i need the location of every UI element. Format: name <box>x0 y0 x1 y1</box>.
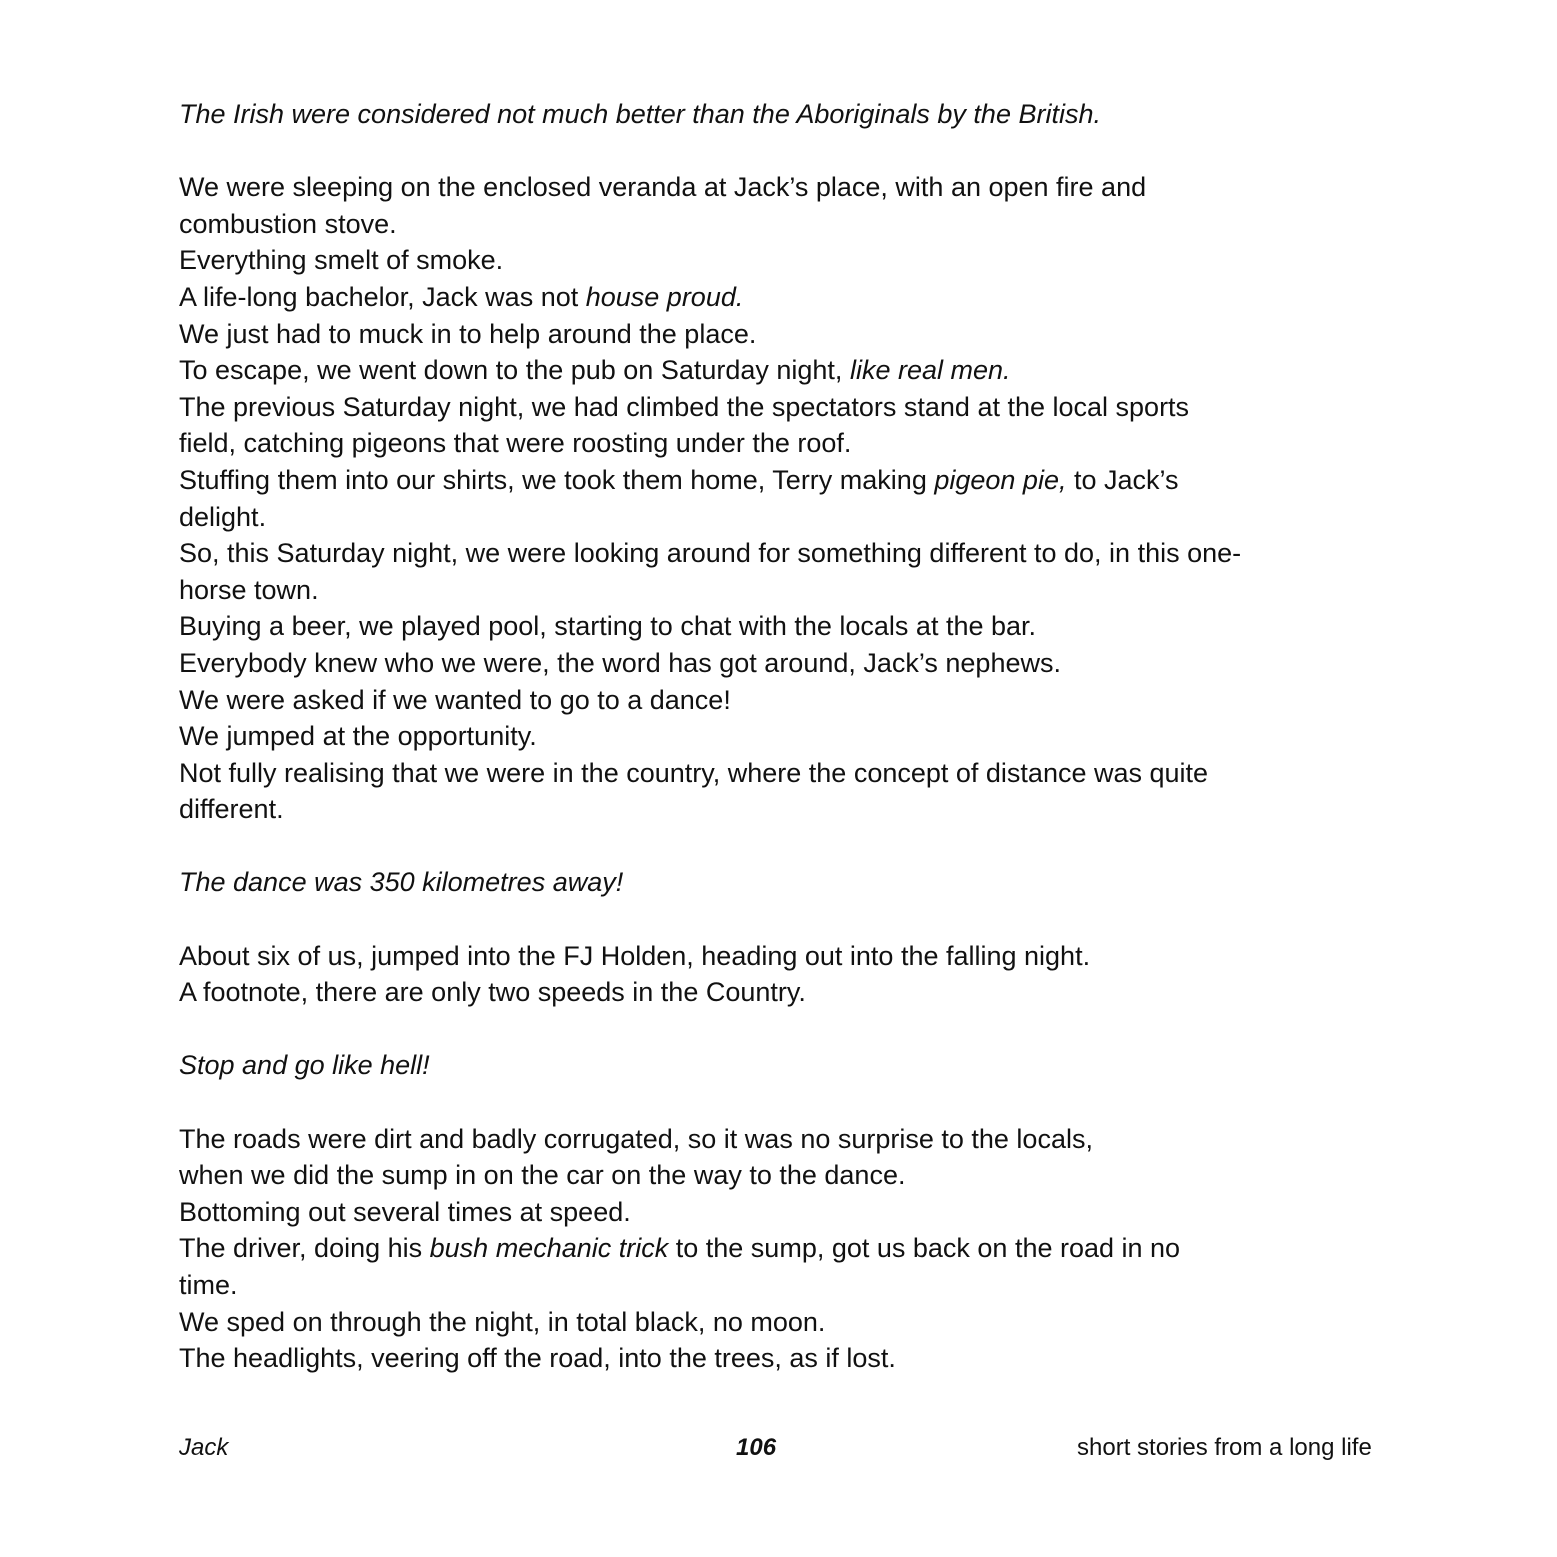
paragraph-line <box>179 352 1409 389</box>
paragraph-line: We just had to muck in to help around the place. <box>179 318 757 349</box>
italic-run: bush mechanic trick <box>429 1233 669 1264</box>
paragraph-line: time. <box>179 1270 238 1300</box>
footer-book-title: short stories from a long life <box>1077 1434 1372 1461</box>
paragraph-line: About six of us, jumped into the FJ Holden, heading out into the falling night. <box>179 940 1091 971</box>
paragraph-line: Not fully realising that we were in the country, where the concept of distance was quite <box>179 757 1209 788</box>
paragraph-line: combustion stove. <box>179 208 397 239</box>
page-number: 106 <box>736 1434 777 1461</box>
paragraph-line: Buying a beer, we played pool, starting to chat with the locals at the bar. <box>179 611 1037 642</box>
paragraph-line: Stop and go like hell! <box>179 1050 430 1081</box>
paragraph-gap <box>179 1011 1409 1048</box>
paragraph-line: delight. <box>179 501 267 532</box>
paragraph-gap <box>179 901 1409 938</box>
text-run: A life-long bachelor, Jack was not <box>179 281 586 312</box>
paragraph-gap <box>179 1084 1409 1121</box>
paragraph-line: We were sleeping on the enclosed veranda at Jack’s place, with an open fire and <box>179 172 1147 203</box>
paragraph-gap <box>179 133 1409 170</box>
text-run: to Jack’s <box>1066 464 1179 495</box>
paragraph-line: The dance was 350 kilometres away! <box>179 867 624 898</box>
paragraph-line: The roads were dirt and badly corrugated, so it was no surprise to the locals, <box>179 1123 1093 1154</box>
paragraph-line: We were asked if we wanted to go to a dance! <box>179 684 731 715</box>
text-run: to the sump, got us back on the road in no <box>668 1233 1181 1264</box>
paragraph-line: The Irish were considered not much better than the Aboriginals by the British. <box>179 99 1101 129</box>
paragraph-line: So, this Saturday night, we were looking around for something different to do, in this one- <box>179 538 1242 569</box>
italic-run: house proud. <box>585 281 744 312</box>
paragraph-line: A footnote, there are only two speeds in the Country. <box>179 977 806 1008</box>
paragraph-line: field, catching pigeons that were roosting under the roof. <box>179 428 852 459</box>
body-text <box>179 96 1409 1377</box>
text-run: To escape, we went down to the pub on Saturday night, <box>179 355 850 386</box>
page-footer <box>0 1434 1557 1470</box>
italic-run: pigeon pie, <box>934 464 1067 495</box>
paragraph-line: Everybody knew who we were, the word has got around, Jack’s nephews. <box>179 647 1061 678</box>
paragraph-line: different. <box>179 794 284 825</box>
paragraph-line: We sped on through the night, in total black, no moon. <box>179 1306 826 1337</box>
paragraph-line: The headlights, veering off the road, into the trees, as if lost. <box>179 1343 896 1374</box>
footer-chapter-title: Jack <box>179 1434 229 1461</box>
paragraph-line: We jumped at the opportunity. <box>179 721 537 752</box>
paragraph-line: when we did the sump in on the car on the way to the dance. <box>179 1160 906 1191</box>
paragraph-line: Bottoming out several times at speed. <box>179 1196 631 1227</box>
paragraph-gap <box>179 828 1409 865</box>
paragraph-line <box>179 279 1409 316</box>
paragraph-line: Everything smelt of smoke. <box>179 245 504 276</box>
italic-run: like real men. <box>849 355 1011 386</box>
paragraph-line: The previous Saturday night, we had climbed the spectators stand at the local sports <box>179 391 1190 422</box>
paragraph-line <box>179 1230 1409 1267</box>
text-run: The driver, doing his <box>179 1233 430 1264</box>
text-run: Stuffing them into our shirts, we took them home, Terry making <box>179 464 935 495</box>
paragraph-line: horse town. <box>179 574 319 605</box>
paragraph-line <box>179 462 1409 499</box>
